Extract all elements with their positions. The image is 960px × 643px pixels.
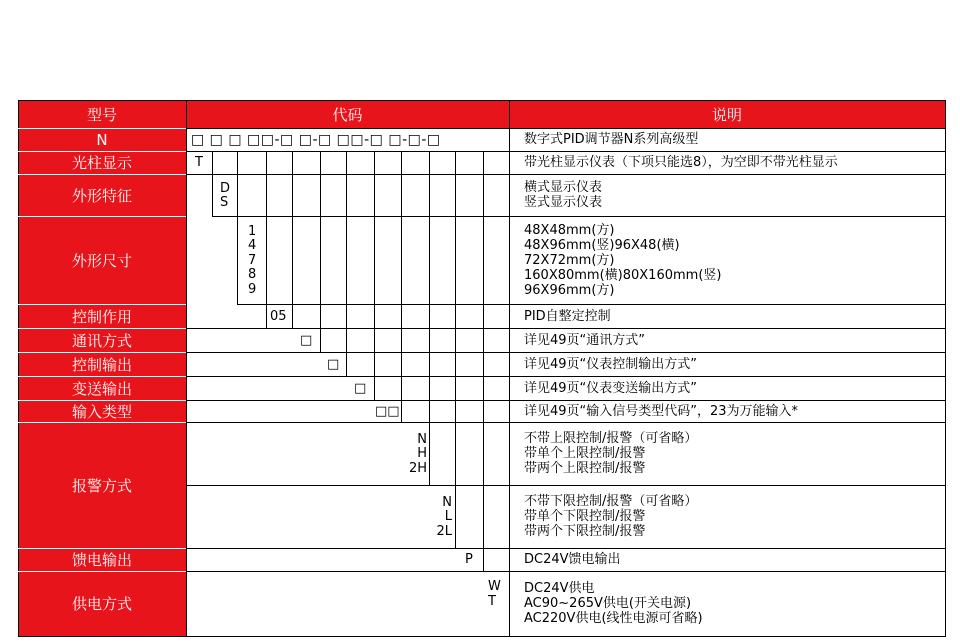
row-divider-label bbox=[18, 422, 186, 423]
desc-line: 48X48mm(方) bbox=[524, 222, 615, 238]
header-desc-cell: 说明 bbox=[509, 100, 945, 128]
row-label-4: 控制作用 bbox=[18, 304, 186, 328]
code-divider bbox=[429, 151, 430, 485]
desc-line: 160X80mm(横)80X160mm(竖) bbox=[524, 267, 722, 283]
code-value: W bbox=[488, 579, 501, 594]
code-value: 4 bbox=[248, 238, 257, 254]
code-value: N bbox=[442, 494, 452, 510]
code-value: 9 bbox=[248, 281, 257, 297]
code-value: L bbox=[444, 509, 452, 525]
desc-line: 横式显示仪表 bbox=[524, 180, 603, 195]
row-label-11: 供电方式 bbox=[18, 571, 186, 636]
code-divider bbox=[401, 151, 402, 422]
desc-line: DC24V馈电输出 bbox=[524, 552, 621, 567]
row-divider-label bbox=[18, 151, 186, 152]
code-divider bbox=[374, 151, 375, 400]
table-bottom-border bbox=[18, 636, 945, 637]
code-value: H bbox=[417, 446, 427, 462]
row-divider-label bbox=[18, 216, 186, 217]
row-divider bbox=[186, 485, 945, 486]
desc-line: 带光柱显示仪表（下项只能选8），为空即不带光柱显示 bbox=[524, 155, 838, 170]
code-value: □ bbox=[327, 356, 340, 372]
code-value: T bbox=[488, 593, 496, 609]
desc-line: 详见49页“仪表变送输出方式” bbox=[524, 380, 698, 396]
desc-line: PID自整定控制 bbox=[524, 308, 611, 324]
code-value: □ bbox=[300, 332, 313, 348]
table-left-border bbox=[18, 100, 19, 637]
code-column-divider bbox=[509, 100, 510, 637]
code-value: 05 bbox=[270, 308, 287, 324]
row-divider bbox=[186, 571, 945, 572]
code-divider bbox=[346, 151, 347, 376]
header-model-cell: 型号 bbox=[18, 100, 186, 128]
code-value: 1 bbox=[248, 223, 257, 239]
code-value: □□ bbox=[375, 403, 400, 419]
code-value: D bbox=[220, 180, 231, 196]
row-divider-label bbox=[18, 304, 186, 305]
row-label-3: 外形尺寸 bbox=[18, 216, 186, 304]
row-divider-label bbox=[18, 174, 186, 175]
row-divider-label bbox=[18, 571, 186, 572]
desc-line: 带两个下限控制/报警 bbox=[524, 524, 646, 539]
table-right-border bbox=[945, 100, 946, 637]
code-divider bbox=[455, 151, 456, 548]
label-column-divider bbox=[186, 100, 187, 637]
row-label-10: 馈电输出 bbox=[18, 548, 186, 571]
row-label-5: 通讯方式 bbox=[18, 328, 186, 352]
desc-line: 96X96mm(方) bbox=[524, 282, 615, 298]
desc-line: DC24V供电 bbox=[524, 581, 595, 596]
code-divider bbox=[320, 151, 321, 352]
desc-line: 详见49页“通讯方式” bbox=[524, 332, 646, 348]
code-pattern: □ □ □ □□-□ □-□ □□-□ □-□-□ bbox=[191, 132, 441, 148]
desc-line: 带两个上限控制/报警 bbox=[524, 461, 646, 476]
row-label-0: N bbox=[18, 128, 186, 151]
row-divider bbox=[186, 400, 945, 401]
row-divider bbox=[212, 216, 945, 217]
row-divider bbox=[186, 352, 945, 353]
row-divider-label bbox=[18, 352, 186, 353]
header-code-cell: 代码 bbox=[186, 100, 509, 128]
row-label-8: 输入类型 bbox=[18, 400, 186, 422]
table-top-border bbox=[18, 100, 945, 101]
desc-line: 72X72mm(方) bbox=[524, 252, 615, 268]
code-value: □ bbox=[354, 380, 367, 396]
code-value: N bbox=[417, 431, 427, 447]
row-divider-label bbox=[18, 400, 186, 401]
code-value: T bbox=[195, 155, 203, 171]
row-divider-label bbox=[18, 376, 186, 377]
row-divider bbox=[186, 376, 945, 377]
code-value: 7 bbox=[248, 252, 257, 268]
desc-line: 详见49页“仪表控制输出方式” bbox=[524, 356, 698, 372]
desc-line: 48X96mm(竖)96X48(横) bbox=[524, 237, 680, 253]
code-value: 8 bbox=[248, 267, 257, 283]
row-divider-label bbox=[18, 548, 186, 549]
code-value: 2L bbox=[436, 523, 452, 539]
code-value: 2H bbox=[408, 460, 427, 476]
desc-line: 不带上限控制/报警（可省略） bbox=[524, 431, 698, 446]
row-label-6: 控制输出 bbox=[18, 352, 186, 376]
row-divider bbox=[186, 422, 945, 423]
row-divider bbox=[186, 548, 945, 549]
row-label-2: 外形特征 bbox=[18, 174, 186, 216]
code-value: S bbox=[220, 195, 229, 210]
code-divider bbox=[266, 151, 267, 328]
desc-line: 带单个上限控制/报警 bbox=[524, 446, 646, 461]
desc-line: 带单个下限控制/报警 bbox=[524, 509, 646, 524]
row-divider bbox=[186, 174, 945, 175]
desc-line: 竖式显示仪表 bbox=[524, 195, 603, 210]
row-divider bbox=[237, 304, 945, 305]
desc-line: AC90~265V供电(开关电源) bbox=[524, 596, 692, 611]
row-divider bbox=[186, 128, 945, 129]
row-divider bbox=[186, 328, 945, 329]
desc-line: 不带下限控制/报警（可省略） bbox=[524, 494, 698, 509]
row-label-7: 变送输出 bbox=[18, 376, 186, 400]
code-value: P bbox=[465, 552, 473, 568]
code-divider bbox=[483, 151, 484, 571]
desc-line: AC220V供电(线性电源可省略) bbox=[524, 611, 703, 626]
row-divider-label bbox=[18, 328, 186, 329]
code-divider bbox=[212, 151, 213, 216]
desc-line: 数字式PID调节器N系列高级型 bbox=[524, 132, 699, 147]
row-label-1: 光柱显示 bbox=[18, 151, 186, 174]
row-divider-label bbox=[18, 128, 186, 129]
desc-line: 详见49页“输入信号类型代码”，23为万能输入* bbox=[524, 403, 799, 419]
row-divider bbox=[186, 151, 945, 152]
code-divider bbox=[237, 151, 238, 304]
code-divider bbox=[292, 151, 293, 328]
row-label-9: 报警方式 bbox=[18, 422, 186, 548]
